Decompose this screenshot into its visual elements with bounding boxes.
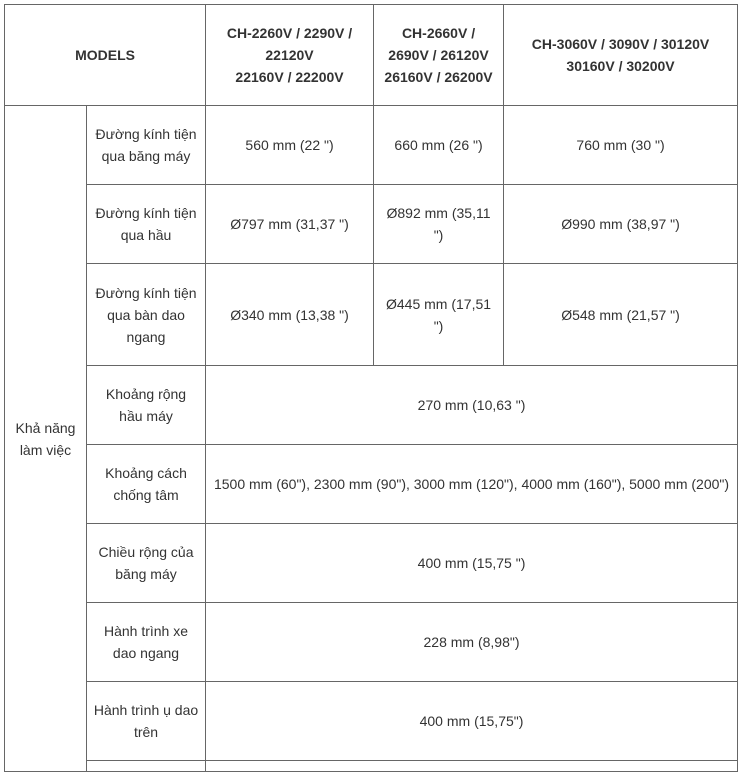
models-header — [5, 5, 206, 106]
table-cell: 1500 mm (60"), 2300 mm (90"), 3000 mm (120"), 4000 mm (160"), 5000 mm (200") — [206, 445, 738, 524]
row-label: Khoảng cách chống tâm — [87, 445, 206, 524]
table-cell: Ø990 mm (38,97 ") — [504, 185, 738, 264]
table-row — [5, 366, 738, 445]
table-row — [5, 524, 738, 603]
table-cell: Ø892 mm (35,11 ") — [374, 185, 504, 264]
row-label: Khoảng rộng hầu máy — [87, 366, 206, 445]
table-cell: Ø445 mm (17,51 ") — [374, 264, 504, 366]
table-row — [5, 106, 738, 185]
row-label: Hành trình ụ dao trên — [87, 682, 206, 761]
model-header-ch26 — [374, 5, 504, 106]
header-line: CH-2660V / — [401, 25, 476, 41]
header-line: 22120V — [265, 47, 314, 63]
table-cell: 270 mm (10,63 ") — [206, 366, 738, 445]
header-row — [5, 5, 738, 106]
table-cell: Ø340 mm (13,38 ") — [206, 264, 374, 366]
table-row — [5, 603, 738, 682]
row-label: Đường kính tiện qua bàn dao ngang — [87, 264, 206, 366]
table-cell: 400 mm (15,75 ") — [206, 524, 738, 603]
model-header-ch30 — [504, 5, 738, 106]
row-label — [87, 761, 206, 772]
table-cell: 400 mm (15,75") — [206, 682, 738, 761]
table-cell: 560 mm (22 ") — [206, 106, 374, 185]
row-label: Đường kính tiện qua băng máy — [87, 106, 206, 185]
table-cell: 228 mm (8,98") — [206, 603, 738, 682]
header-line: 30160V / 30200V — [566, 58, 675, 74]
table-row — [5, 264, 738, 366]
table-cell — [206, 761, 738, 772]
table-cell: Ø797 mm (31,37 ") — [206, 185, 374, 264]
models-label: MODELS — [75, 47, 135, 63]
header-line: 2690V / 26120V — [388, 47, 489, 63]
model-header-ch22 — [206, 5, 374, 106]
header-line: CH-2260V / 2290V / — [226, 25, 353, 41]
row-label: Hành trình xe dao ngang — [87, 603, 206, 682]
group-label-cell — [5, 106, 87, 772]
row-label: Chiều rộng của băng máy — [87, 524, 206, 603]
group-label: làm việc — [19, 441, 72, 458]
table-cell: 660 mm (26 ") — [374, 106, 504, 185]
table-cell: Ø548 mm (21,57 ") — [504, 264, 738, 366]
table-cell: 760 mm (30 ") — [504, 106, 738, 185]
row-label: Đường kính tiện qua hầu — [87, 185, 206, 264]
table-row — [5, 682, 738, 761]
table-row — [5, 761, 738, 772]
header-line: CH-3060V / 3090V / 30120V — [531, 36, 710, 52]
table-row — [5, 445, 738, 524]
header-line: 26160V / 26200V — [384, 69, 493, 85]
spec-table — [4, 4, 738, 772]
group-label: Khả năng — [15, 419, 76, 436]
header-line: 22160V / 22200V — [235, 69, 344, 85]
table-row — [5, 185, 738, 264]
